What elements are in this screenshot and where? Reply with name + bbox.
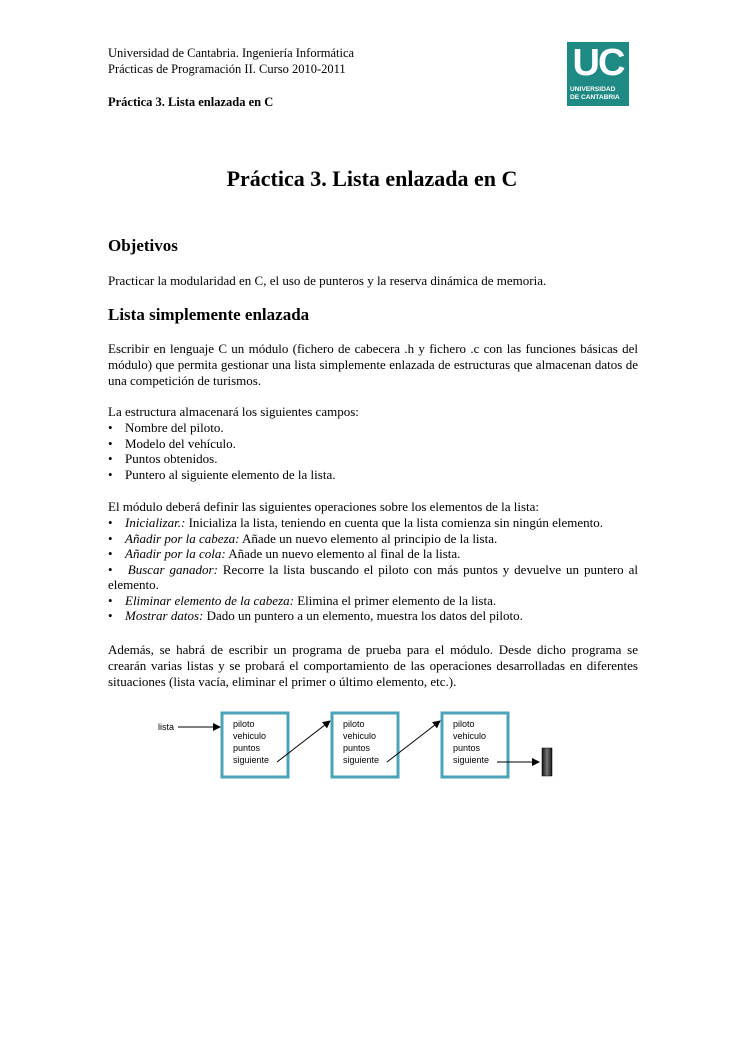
ops-intro: El módulo deberá definir las siguientes operaciones sobre los elementos de la lista: [108, 499, 540, 514]
logo-line-2: DE CANTABRIA [570, 94, 620, 101]
list-item: • Modelo del vehículo. [108, 436, 638, 452]
op-desc: Recorre la lista buscando el piloto con más puntos y devuelve un puntero al elemento. [108, 561, 639, 592]
op-name: Mostrar datos: [125, 608, 204, 623]
node-field-puntos: puntos [343, 743, 371, 753]
op-desc: Elimina el primer elemento de la lista. [293, 592, 497, 608]
node-field-vehiculo: vehiculo [343, 731, 377, 741]
list-item [108, 593, 638, 609]
list-item [108, 531, 638, 547]
node-field-puntos: puntos [233, 743, 261, 753]
node-field-puntos: puntos [453, 743, 481, 753]
node-field-piloto: piloto [343, 719, 365, 729]
list-item [108, 608, 638, 624]
list-item [108, 562, 638, 593]
op-name: Eliminar elemento de la cabeza: [125, 592, 294, 608]
fields-intro: La estructura almacenará los siguientes campos: [108, 404, 359, 419]
op-desc: Dado un puntero a un elemento, muestra los datos del piloto. [203, 608, 523, 623]
university-logo [567, 42, 629, 106]
header-course: Prácticas de Programación II. Curso 2010-2011 [108, 62, 346, 76]
node-field-vehiculo: vehiculo [453, 731, 487, 741]
null-terminator [542, 748, 552, 776]
objetivos-heading: Objetivos [108, 236, 178, 255]
header-university: Universidad de Cantabria. Ingeniería Informática [108, 46, 355, 60]
page-title: Práctica 3. Lista enlazada en C [226, 166, 518, 191]
header-practice: Práctica 3. Lista enlazada en C [108, 95, 274, 109]
list-item [108, 515, 638, 531]
node-field-piloto: piloto [453, 719, 475, 729]
op-desc: Inicializa la lista, teniendo en cuenta que la lista comienza sin ningún elemento. [185, 515, 603, 530]
ops-list [108, 515, 638, 624]
op-name: Buscar ganador: [127, 561, 218, 577]
logo-letters: UC [572, 42, 624, 84]
node-field-siguiente: siguiente [233, 755, 270, 765]
list-item: • Puntero al siguiente elemento de la lista. [108, 467, 638, 483]
op-desc: Añade un nuevo elemento al principio de la lista. [239, 530, 498, 546]
list-head-label: lista [158, 722, 175, 732]
op-name: Añadir por la cola: [125, 546, 226, 561]
nodes-group [222, 713, 539, 777]
list-item: • Nombre del piloto. [108, 420, 638, 436]
node-field-piloto: piloto [233, 719, 255, 729]
op-name: Añadir por la cabeza: [125, 530, 240, 546]
lista-heading: Lista simplemente enlazada [108, 305, 310, 324]
logo-line-1: UNIVERSIDAD [570, 86, 616, 93]
node-field-siguiente: siguiente [343, 755, 380, 765]
list-item: • Puntos obtenidos. [108, 451, 638, 467]
closing-text: Además, se habrá de escribir un programa de prueba para el módulo. Desde dicho programa se crearán varias listas y se probará el comportamiento de las operaciones desarrolladas en diferentes situaciones (lista vacía, eliminar el primer o último elemento, etc.). [108, 642, 638, 689]
node-field-vehiculo: vehiculo [233, 731, 267, 741]
linked-list-diagram [150, 710, 560, 790]
list-item [108, 546, 638, 562]
op-desc: Añade un nuevo elemento al final de la lista. [225, 546, 461, 561]
objetivos-text: Practicar la modularidad en C, el uso de punteros y la reserva dinámica de memoria. [108, 273, 547, 288]
node-field-siguiente: siguiente [453, 755, 490, 765]
fields-list [108, 420, 638, 482]
op-name: Inicializar.: [125, 515, 186, 530]
lista-intro: Escribir en lenguaje C un módulo (fichero de cabecera .h y fichero .c con las funciones básicas del módulo) que permita gestionar una lista simplemente enlazada de estructuras que almacenan datos de una competición de turismos. [108, 341, 638, 388]
